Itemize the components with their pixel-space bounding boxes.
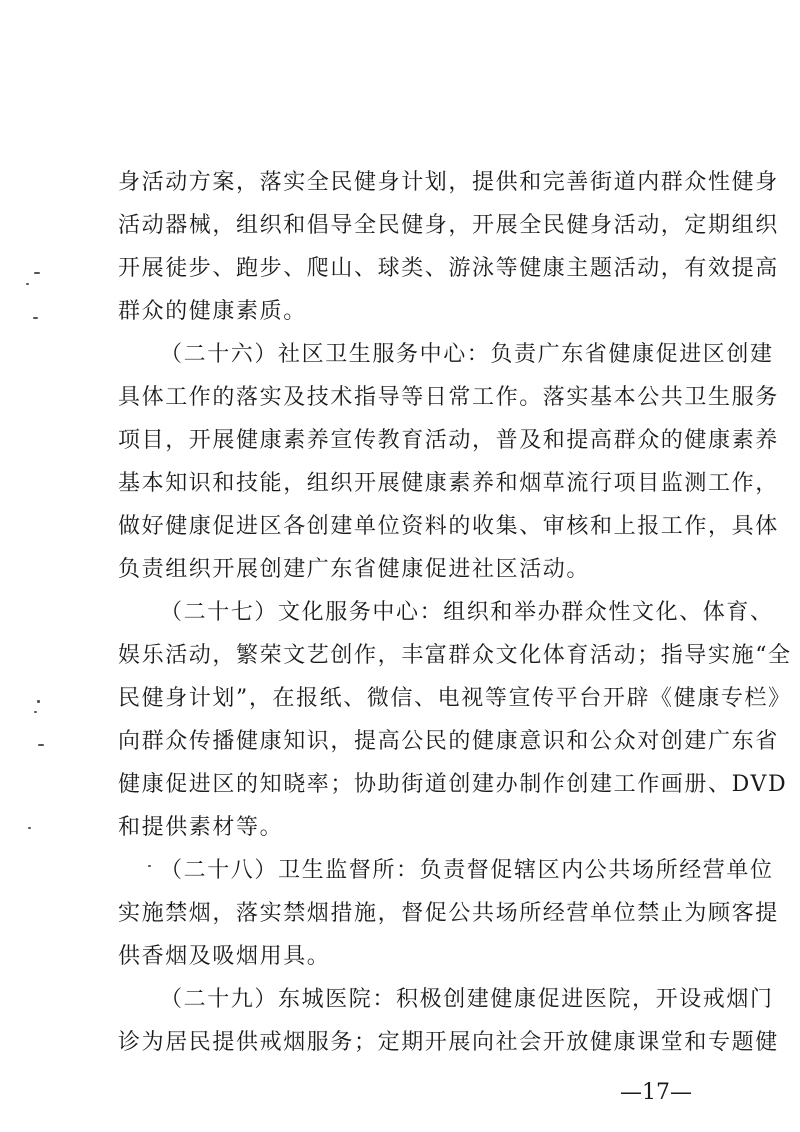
page-number: —17— — [620, 1080, 692, 1105]
text-line: 健康促进区的知晓率；协助街道创建办制作创建工作画册、DVD — [118, 772, 788, 797]
text-line: 项目，开展健康素养宣传教育活动，普及和提高群众的健康素养 — [118, 428, 779, 453]
text-line: 活动器械，组织和倡导全民健身，开展全民健身活动，定期组织 — [118, 213, 779, 238]
text-line: 实施禁烟，落实禁烟措施，督促公共场所经营单位禁止为顾客提 — [118, 901, 779, 926]
text-line: 诊为居民提供戒烟服务；定期开展向社会开放健康课堂和专题健 — [118, 1030, 779, 1055]
text-line: 做好健康促进区各创建单位资料的收集、审核和上报工作，具体 — [118, 514, 779, 539]
scan-speck — [34, 272, 40, 274]
text-line: （二十七）文化服务中心：组织和举办群众性文化、体育、 — [160, 600, 774, 625]
text-line: 娱乐活动，繁荣文艺创作，丰富群众文化体育活动；指导实施“全 — [118, 643, 792, 668]
text-line: （二十六）社区卫生服务中心：负责广东省健康促进区创建 — [160, 342, 774, 367]
scan-speck — [33, 317, 38, 319]
scan-speck — [34, 711, 37, 713]
text-line: 负责组织开展创建广东省健康促进社区活动。 — [118, 557, 591, 582]
text-line: 开展徒步、跑步、爬山、球类、游泳等健康主题活动，有效提高 — [118, 256, 779, 281]
text-line: 供香烟及吸烟用具。 — [118, 944, 331, 969]
text-line: 基本知识和技能，组织开展健康素养和烟草流行项目监测工作， — [118, 471, 779, 496]
scan-speck — [148, 865, 151, 867]
scan-speck — [38, 744, 44, 746]
text-line: 民健身计划”，在报纸、微信、电视等宣传平台开辟《健康专栏》 — [118, 686, 792, 711]
text-line: （二十八）卫生监督所：负责督促辖区内公共场所经营单位 — [160, 858, 774, 883]
text-line: 向群众传播健康知识，提高公民的健康意识和公众对创建广东省 — [118, 729, 779, 754]
scan-speck — [37, 700, 40, 703]
scan-speck — [26, 283, 29, 285]
scan-speck — [28, 827, 31, 829]
text-line: 身活动方案，落实全民健身计划，提供和完善街道内群众性健身 — [118, 170, 779, 195]
text-line: （二十九）东城医院：积极创建健康促进医院，开设戒烟门 — [160, 987, 774, 1012]
text-line: 群众的健康素质。 — [118, 299, 307, 324]
text-line: 和提供素材等。 — [118, 815, 284, 840]
text-line: 具体工作的落实及技术指导等日常工作。落实基本公共卫生服务 — [118, 385, 779, 410]
